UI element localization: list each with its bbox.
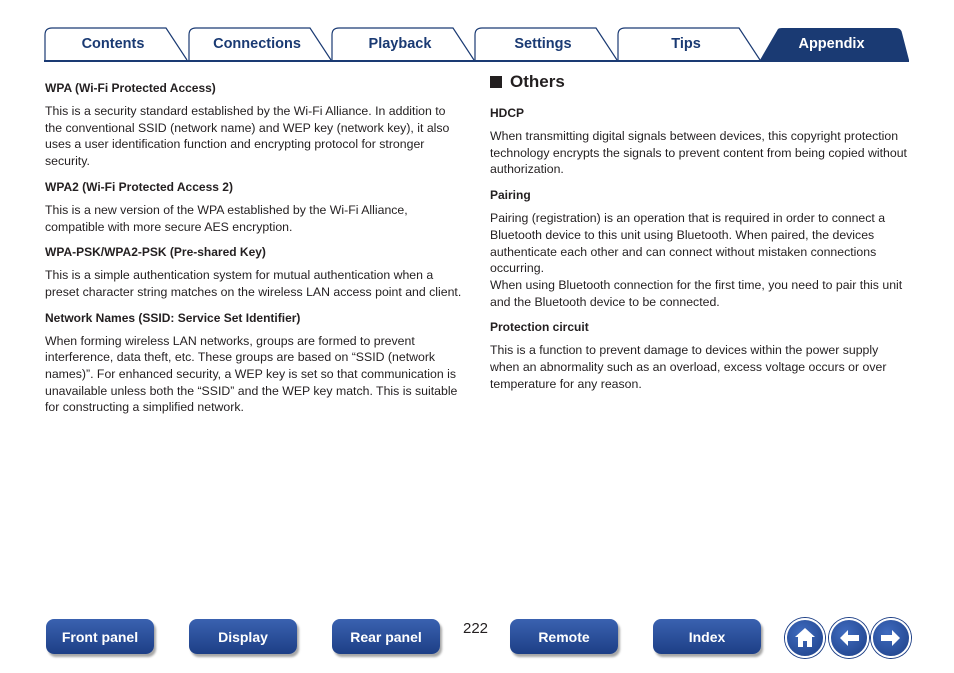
- page-number: 222: [463, 620, 489, 637]
- section-hdcp: [490, 105, 908, 178]
- home-icon: [792, 625, 818, 651]
- section-text: This is a new version of the WPA established by the Wi-Fi Alliance, compatible with more secure AES encryption.: [45, 202, 408, 234]
- section-heading: HDCP: [490, 106, 525, 120]
- rear-panel-button[interactable]: [332, 619, 440, 654]
- index-button[interactable]: [653, 619, 761, 654]
- square-bullet-icon: [490, 76, 502, 88]
- tab-appendix[interactable]: [760, 27, 909, 60]
- others-title: [490, 70, 908, 94]
- section-wpa-psk: [45, 244, 465, 300]
- section-wpa2: [45, 179, 465, 235]
- section-text: Pairing (registration) is an operation that is required in order to connect a Bluetooth device to this unit using Bluetooth. When paired, the devices authenticate each other and can connect without mistaken connections occurring.: [490, 211, 886, 276]
- arrow-right-icon: [878, 625, 904, 651]
- section-heading: Protection circuit: [490, 320, 589, 335]
- section-text: This is a function to prevent damage to devices within the power supply when an abnormality such as an overload, excess voltage occurs or over temperature for any reason.: [490, 343, 887, 391]
- home-button[interactable]: [785, 618, 825, 658]
- tab-bar: [0, 0, 954, 64]
- section-protection-circuit: [490, 319, 908, 392]
- remote-button[interactable]: [510, 619, 618, 654]
- arrow-left-icon: [836, 625, 862, 651]
- button-label: Remote: [538, 628, 590, 645]
- display-button[interactable]: [189, 619, 297, 654]
- section-heading: Pairing: [490, 188, 531, 203]
- button-label: Index: [688, 628, 726, 645]
- front-panel-button[interactable]: [46, 619, 154, 654]
- section-wpa: [45, 80, 465, 170]
- section-text: When forming wireless LAN networks, groups are formed to prevent interference, data theft, etc. These groups are based on “SSID (network names)”. For enhanced security, a WEP key is set so that communication is unavailable unless both the “SSID” and the WEP key match. This is suitable for constructing a simplified network.: [45, 333, 458, 415]
- tab-contents[interactable]: [44, 27, 188, 60]
- button-label: Display: [218, 628, 268, 645]
- back-button[interactable]: [829, 618, 869, 658]
- section-ssid: [45, 310, 465, 417]
- right-column: [490, 70, 908, 401]
- section-heading: WPA2 (Wi-Fi Protected Access 2): [45, 179, 233, 194]
- button-label: Front panel: [61, 628, 139, 645]
- section-heading: WPA (Wi-Fi Protected Access): [45, 81, 216, 95]
- tab-label: Connections: [213, 35, 301, 52]
- section-text: This is a security standard established by the Wi-Fi Alliance. In addition to the conventional SSID (network name) and WEP key (network key), it also uses a user identification function and encrypting protocol for stronger security.: [45, 104, 450, 169]
- others-title-text: Others: [510, 72, 565, 91]
- tab-label: Appendix: [798, 35, 865, 52]
- section-pairing: [490, 187, 908, 310]
- left-column: [45, 80, 465, 425]
- section-text: This is a simple authentication system for mutual authentication when a preset character string matches on the wireless LAN access point and client.: [45, 268, 462, 299]
- tab-label: Settings: [514, 35, 572, 52]
- button-label: Rear panel: [350, 628, 422, 645]
- section-heading: WPA-PSK/WPA2-PSK (Pre-shared Key): [45, 245, 266, 260]
- forward-button[interactable]: [871, 618, 911, 658]
- tab-underline: [44, 60, 909, 62]
- tab-playback[interactable]: [331, 27, 475, 60]
- section-text: When transmitting digital signals between devices, this copyright protection technology encrypts the signals to prevent content from being copied without authorization.: [490, 129, 907, 177]
- tab-label: Contents: [81, 35, 145, 52]
- tab-tips[interactable]: [617, 27, 761, 60]
- tab-settings[interactable]: [474, 27, 618, 60]
- tab-label: Tips: [671, 35, 701, 52]
- tab-connections[interactable]: [188, 27, 332, 60]
- section-text-2: When using Bluetooth connection for the first time, you need to pair this unit and the Bluetooth device to be connected.: [490, 277, 903, 309]
- section-heading: Network Names (SSID: Service Set Identifier): [45, 310, 301, 325]
- tab-label: Playback: [368, 35, 432, 52]
